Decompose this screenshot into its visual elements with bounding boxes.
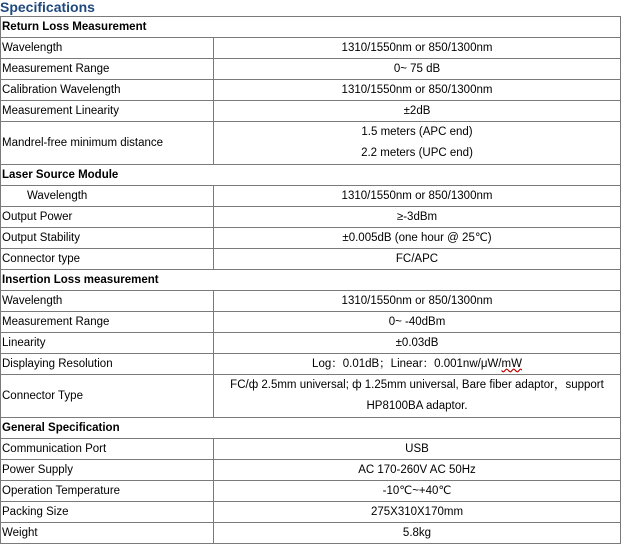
resolution-unit-mw: mW [501,358,522,370]
row-label: Output Power [1,207,214,228]
table-row [1,207,621,228]
section-heading-insertion-loss: Insertion Loss measurement [1,270,621,291]
row-value [214,375,621,418]
row-value: ±0.005dB (one hour @ 25℃) [214,228,621,249]
row-value: 5.8kg [214,523,621,544]
table-row [1,354,621,375]
row-label: Measurement Linearity [1,101,214,122]
section-heading-return-loss: Return Loss Measurement [1,17,621,38]
table-row [1,375,621,418]
row-value: 0~ -40dBm [214,312,621,333]
row-value: 1310/1550nm or 850/1300nm [214,80,621,101]
row-label: Linearity [1,333,214,354]
row-value [214,122,621,165]
row-label: Power Supply [1,460,214,481]
table-row [1,186,621,207]
section-header-row [1,270,621,291]
table-row [1,59,621,80]
value-line-connector-1: FC/ф 2.5mm universal; ф 1.25mm universal, Bare fiber adaptor，support [230,379,604,391]
row-value: 1310/1550nm or 850/1300nm [214,186,621,207]
section-heading-laser-source: Laser Source Module [1,165,621,186]
row-value: 0~ 75 dB [214,59,621,80]
row-label: Output Stability [1,228,214,249]
row-value: ±2dB [214,101,621,122]
value-line-connector-2: HP8100BA adaptor. [366,400,468,412]
table-row [1,101,621,122]
row-value: ≥-3dBm [214,207,621,228]
row-value: FC/APC [214,249,621,270]
table-row [1,523,621,544]
row-label: Calibration Wavelength [1,80,214,101]
row-label: Wavelength [1,291,214,312]
row-label: Wavelength [1,38,214,59]
value-line-upc: 2.2 meters (UPC end) [361,147,473,159]
table-row [1,122,621,165]
table-row [1,249,621,270]
row-value: 1310/1550nm or 850/1300nm [214,38,621,59]
row-value: ±0.03dB [214,333,621,354]
table-row [1,291,621,312]
row-value [214,354,621,375]
page-title: Specifications [0,0,95,15]
value-line-apc: 1.5 meters (APC end) [361,126,473,138]
table-row [1,502,621,523]
row-label: Connector Type [1,375,214,418]
row-label: Measurement Range [1,59,214,80]
row-label: Connector type [1,249,214,270]
row-label: Displaying Resolution [1,354,214,375]
specifications-table [0,16,621,544]
table-row [1,481,621,502]
table-row [1,460,621,481]
section-header-row [1,418,621,439]
row-label: Operation Temperature [1,481,214,502]
row-label: Measurement Range [1,312,214,333]
row-value: 1310/1550nm or 850/1300nm [214,291,621,312]
table-row [1,312,621,333]
row-label: Packing Size [1,502,214,523]
section-header-row [1,165,621,186]
section-heading-general: General Specification [1,418,621,439]
row-label: Weight [1,523,214,544]
section-header-row [1,17,621,38]
table-row [1,333,621,354]
row-value: 275X310X170mm [214,502,621,523]
row-value: USB [214,439,621,460]
table-row [1,228,621,249]
table-row [1,80,621,101]
table-row [1,439,621,460]
row-value: AC 170-260V AC 50Hz [214,460,621,481]
row-label: Communication Port [1,439,214,460]
resolution-value: Log：0.01dB；Linear：0.001nw/μW/ [312,358,502,370]
row-label: Mandrel-free minimum distance [1,122,214,165]
row-label: Wavelength [1,186,214,207]
row-value: -10℃~+40℃ [214,481,621,502]
table-row [1,38,621,59]
